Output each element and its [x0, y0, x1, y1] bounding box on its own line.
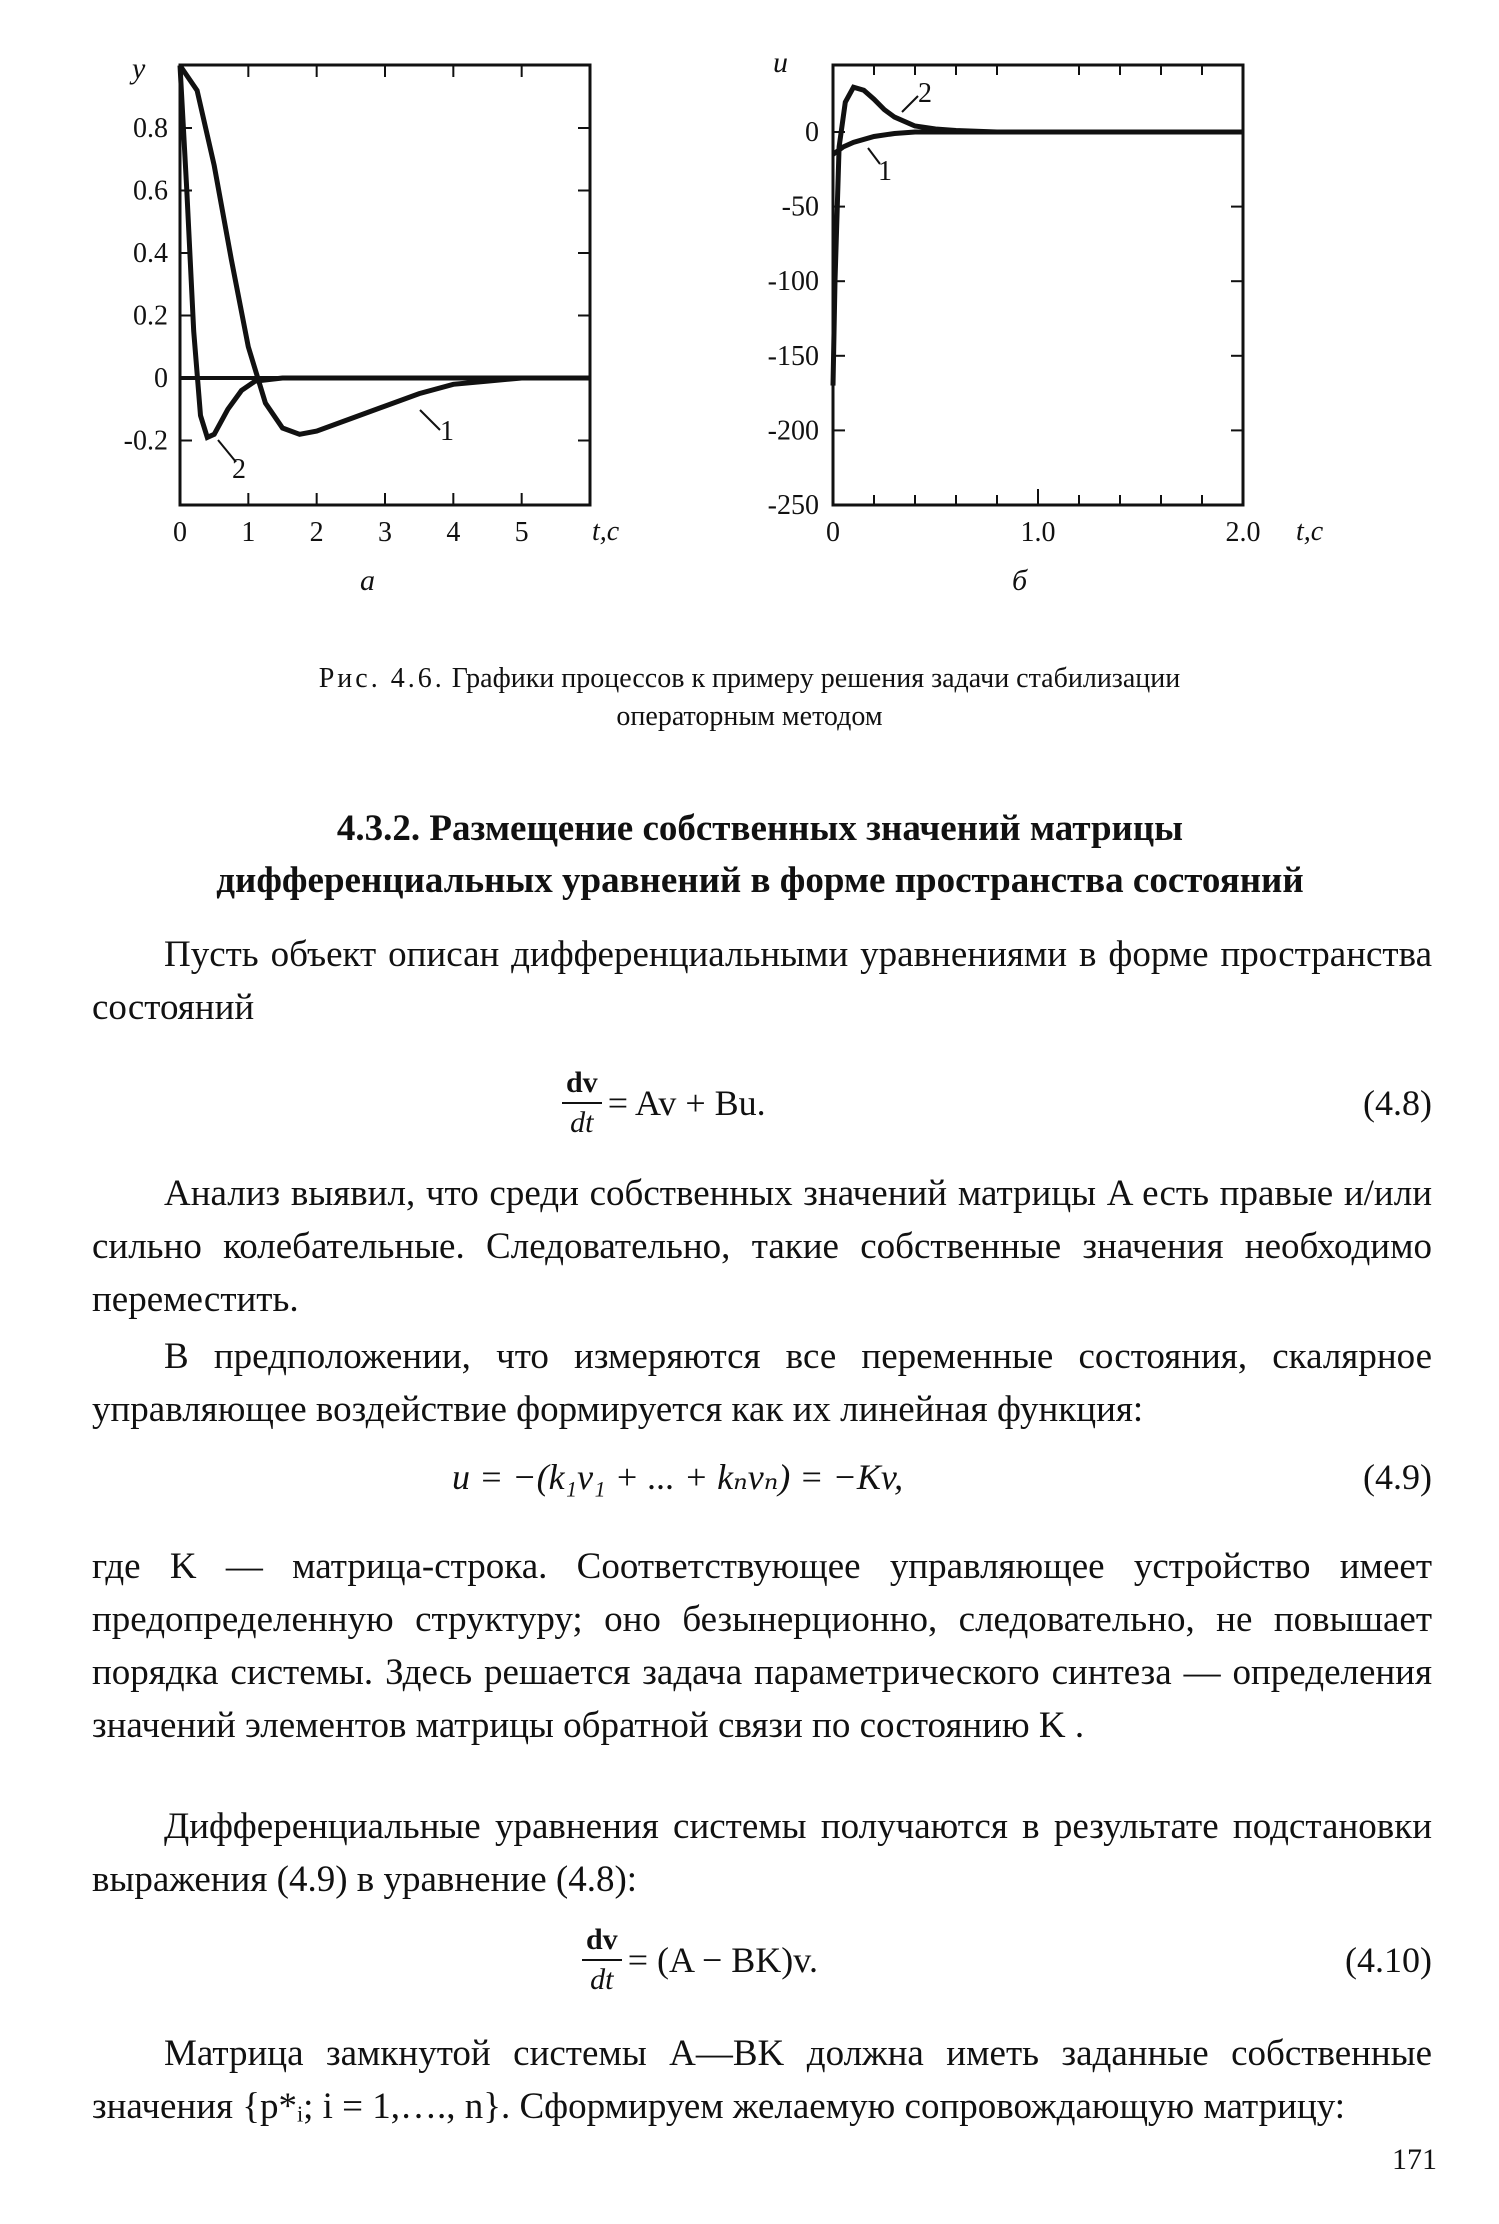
eq48-fraction: [562, 1066, 602, 1140]
panel-a-frame: [180, 65, 590, 505]
paragraph-4: где K — матрица-строка. Соответствующее управляющее устройство имеет предопределенную структуру; оно безынерционно, следовательно, не повышает порядка системы. Здесь решается задача параметрического синтеза — определения значений элементов матрицы обратной связи по состоянию K .: [92, 1546, 1432, 1746]
paragraph-2: Анализ выявил, что среди собственных значений матрицы A есть правые и/или сильно колебательные. Следовательно, такие собственные значения необходимо переместить.: [92, 1173, 1432, 1320]
paragraph-1: Пусть объект описан дифференциальными уравнениями в форме пространства состояний: [92, 934, 1432, 1028]
panel-a-curve-2: [180, 66, 590, 438]
panel-b-x-label: t,c: [1296, 516, 1324, 547]
panel-b-x-tick-label: 2.0: [1225, 517, 1261, 548]
panel-b-letter: б: [1012, 564, 1028, 597]
eq410-label: (4.10): [1345, 1940, 1432, 1980]
heading-line-1: 4.3.2. Размещение собственных значений матрицы: [336, 808, 1184, 849]
panel-a-y-tick-label: 0.2: [133, 300, 168, 332]
panel-a-y-tick-label: 0.8: [133, 113, 168, 144]
figure-4-6: [0, 0, 1499, 620]
equation-4-8: [92, 1058, 1432, 1148]
panel-b-y-tick-label: -100: [767, 266, 819, 298]
panel-b-x-ticks: [826, 65, 1261, 548]
eq410-rhs: = (A − BK)v.: [627, 1940, 818, 1980]
panel-a-x-tick-label: 4: [446, 517, 461, 548]
panel-a-y-tick-label: 0: [154, 363, 168, 394]
caption-lead: Рис. 4.6.: [318, 663, 445, 694]
panel-a-x-tick-label: 3: [378, 517, 392, 548]
eq49-label: (4.9): [1363, 1457, 1432, 1497]
eq48-rhs: = Av + Bu.: [607, 1083, 766, 1123]
panel-a-y-label: y: [132, 52, 146, 85]
panel-b-y-tick-label: -200: [767, 415, 819, 447]
panel-a-x-tick-label: 5: [514, 517, 529, 548]
panel-a: [124, 52, 620, 597]
caption-line-1: [0, 660, 1499, 698]
panel-a-x-label: t,c: [592, 516, 620, 547]
panel-a-x-tick-label: 2: [309, 517, 324, 548]
eq48-label: (4.8): [1363, 1083, 1432, 1123]
panel-b-y-tick-label: -250: [767, 490, 819, 521]
panel-a-letter: а: [360, 564, 375, 597]
panel-b-y-tick-label: 0: [805, 117, 819, 148]
page-number: 171: [1392, 2143, 1437, 2176]
panel-b-x-tick-label: 0: [826, 517, 840, 548]
eq48-denominator: dt: [570, 1106, 594, 1139]
panel-a-curve-label-2: 2: [232, 454, 246, 485]
panel-a-y-tick-label: 0.6: [133, 175, 168, 207]
panel-b-y-label: u: [773, 46, 788, 79]
caption-line-2: операторным методом: [616, 701, 883, 732]
panel-a-leader-1: [420, 410, 440, 430]
equation-4-10: [92, 1915, 1432, 2005]
paragraph-5: Дифференциальные уравнения системы получаются в результате подстановки выражения (4.9) в уравнение (4.8):: [92, 1806, 1432, 1900]
panel-b-curve-1: [833, 132, 1243, 154]
panel-b-curve-label-1: 1: [878, 156, 892, 187]
eq410-denominator: dt: [590, 1963, 614, 1996]
eq49-expr: u = −(k₁v₁ + ... + kₙvₙ) = −Kv,: [452, 1457, 904, 1497]
panel-b: [768, 46, 1324, 597]
panel-a-x-tick-label: 0: [173, 517, 187, 548]
panel-b-y-tick-label: -150: [767, 340, 819, 372]
eq410-fraction: [582, 1923, 622, 1997]
paragraph-6: Матрица замкнутой системы A—BK должна иметь заданные собственные значения {p*ᵢ; i = 1,…., n}. Сформируем желаемую сопровождающую матрицу:: [92, 2033, 1432, 2127]
panel-a-x-tick-label: 1: [241, 517, 256, 548]
figure-caption: [0, 660, 1499, 736]
panel-a-curve-label-1: 1: [440, 416, 454, 447]
eq48-numerator: dv: [562, 1066, 602, 1104]
heading-line-2: дифференциальных уравнений в форме пространства состояний: [216, 860, 1304, 901]
paragraph-3: В предположении, что измеряются все переменные состояния, скалярное управляющее воздействие формируется как их линейная функция:: [92, 1336, 1432, 1430]
eq410-numerator: dv: [582, 1923, 622, 1961]
panel-b-x-tick-label: 1.0: [1020, 517, 1056, 548]
panel-a-x-ticks: [173, 65, 529, 548]
panel-b-y-tick-label: -50: [781, 191, 819, 223]
panel-b-leader-2: [902, 96, 918, 112]
panel-b-curve-label-2: 2: [918, 78, 932, 109]
section-heading: [90, 803, 1430, 907]
panel-a-y-tick-label: -0.2: [123, 425, 168, 457]
equation-4-9: [92, 1432, 1432, 1522]
panel-a-y-tick-label: 0.4: [133, 238, 168, 269]
caption-text-1: Графики процессов к примеру решения задачи стабилизации: [451, 663, 1181, 694]
